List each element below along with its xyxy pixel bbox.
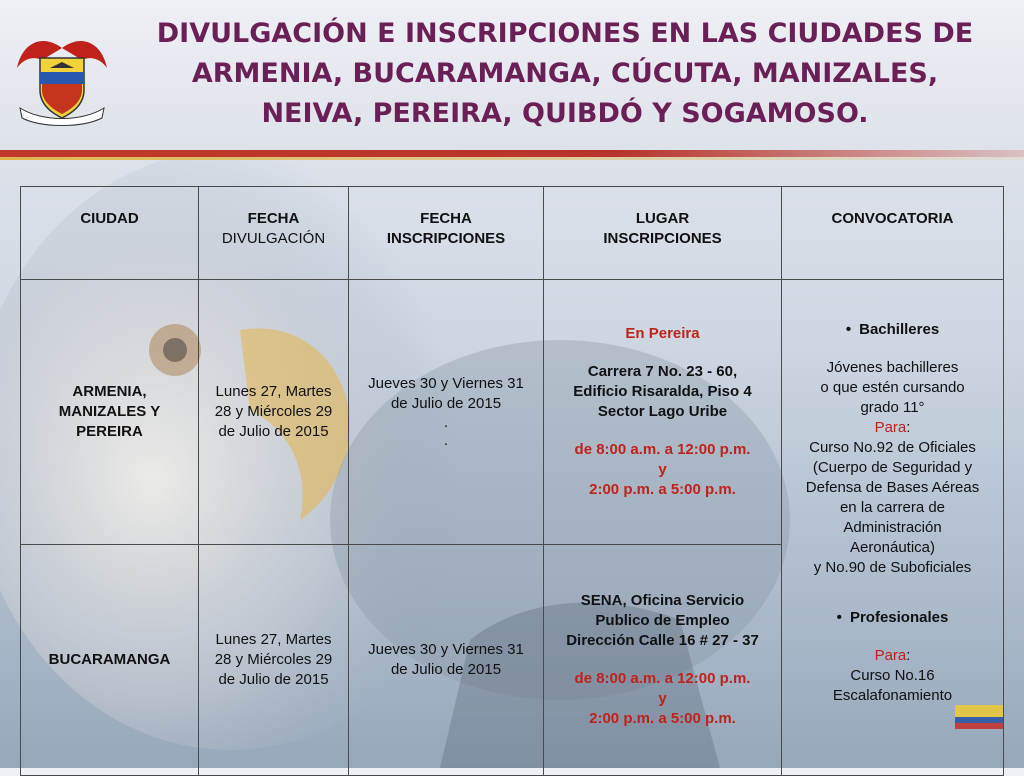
dot-mark: . [443, 414, 449, 431]
title-divider-gold [0, 157, 1024, 160]
divulgacion-line: de Julio de 2015 [218, 423, 329, 440]
header-fecha-divulgacion-line2: DIVULGACIÓN [221, 230, 326, 247]
ciudad-line: PEREIRA [76, 423, 143, 440]
convocatoria-para-colon: : [906, 419, 911, 436]
divulgacion-line: 28 y Miércoles 29 [214, 651, 333, 668]
header-lugar-line1: LUGAR [635, 210, 690, 227]
convocatoria-line: grado 11° [860, 399, 925, 416]
convocatoria-line: Defensa de Bases Aéreas [805, 479, 980, 496]
lugar-address-line: Dirección Calle 16 # 27 - 37 [566, 632, 759, 649]
inscripciones-line: Jueves 30 y Viernes 31 [368, 375, 524, 392]
convocatoria-para-label: Para [874, 419, 907, 436]
divulgacion-line: Lunes 27, Martes [215, 631, 332, 648]
ciudad-line: BUCARAMANGA [48, 651, 171, 668]
cell-lugar [544, 545, 782, 776]
divulgacion-line: Lunes 27, Martes [215, 383, 332, 400]
convocatoria-line: Jóvenes bachilleres [826, 359, 959, 376]
header-fecha-inscripciones-line1: FECHA [420, 210, 472, 227]
dot-mark: . [443, 432, 449, 449]
divulgacion-line: de Julio de 2015 [218, 671, 329, 688]
convocatoria-para-colon: : [906, 647, 911, 664]
convocatoria-line: o que estén cursando [820, 379, 965, 396]
inscripciones-line: de Julio de 2015 [390, 661, 502, 678]
schedule-table [20, 186, 1004, 776]
inscripciones-line: Jueves 30 y Viernes 31 [368, 641, 524, 658]
convocatoria-bachilleres-title: • Bachilleres [785, 320, 1000, 340]
lugar-address-line: SENA, Oficina Servicio [580, 592, 745, 609]
header-ciudad-label: CIUDAD [80, 210, 139, 227]
header-fecha-inscripciones-line2: INSCRIPCIONES [386, 230, 506, 247]
convocatoria-line: Curso No.92 de Oficiales [809, 439, 976, 456]
lugar-city: En Pereira [625, 325, 700, 342]
title-line-1: DIVULGACIÓN E INSCRIPCIONES EN LAS CIUDADES DE [156, 18, 974, 49]
table-header-row [21, 187, 1004, 280]
lugar-address-line: Edificio Risaralda, Piso 4 [573, 383, 752, 400]
divulgacion-line: 28 y Miércoles 29 [214, 403, 333, 420]
convocatoria-para-label: Para [874, 647, 907, 664]
header-lugar-inscripciones [544, 187, 782, 280]
header-fecha-divulgacion [199, 187, 349, 280]
school-crest-icon [12, 28, 112, 128]
convocatoria-line: y No.90 de Suboficiales [813, 559, 972, 576]
convocatoria-line: (Cuerpo de Seguridad y [812, 459, 973, 476]
header-lugar-line2: INSCRIPCIONES [603, 230, 722, 247]
convocatoria-profesionales-title: • Profesionales [785, 608, 1000, 628]
ciudad-line: ARMENIA, [72, 383, 147, 400]
page-title [130, 14, 1000, 134]
horario-line: 2:00 p.m. a 5:00 p.m. [589, 481, 736, 498]
cell-ciudad [21, 280, 199, 545]
cell-lugar [544, 280, 782, 545]
cell-fecha-divulgacion [199, 280, 349, 545]
cell-fecha-divulgacion [199, 545, 349, 776]
lugar-address-line: Carrera 7 No. 23 - 60, [587, 363, 738, 380]
cell-fecha-inscripciones [349, 280, 544, 545]
convocatoria-line: Escalafonamiento [832, 687, 953, 704]
convocatoria-line: en la carrera de [839, 499, 946, 516]
lugar-address-line: Publico de Empleo [595, 612, 730, 629]
header-convocatoria [782, 187, 1004, 280]
convocatoria-line: Administración [843, 519, 942, 536]
ciudad-line: MANIZALES Y [58, 403, 161, 420]
cell-ciudad [21, 545, 199, 776]
convocatoria-line: Aeronáutica) [849, 539, 936, 556]
title-line-3: NEIVA, PEREIRA, QUIBDÓ Y SOGAMOSO. [261, 98, 869, 129]
lugar-address-line: Sector Lago Uribe [597, 403, 728, 420]
cell-convocatoria [782, 280, 1004, 776]
horario-line: 2:00 p.m. a 5:00 p.m. [589, 710, 736, 727]
header-convocatoria-label: CONVOCATORIA [831, 210, 954, 227]
header-fecha-inscripciones [349, 187, 544, 280]
horario-line: y [658, 690, 667, 707]
inscripciones-line: de Julio de 2015 [390, 395, 502, 412]
horario-line: de 8:00 a.m. a 12:00 p.m. [574, 670, 751, 687]
cell-fecha-inscripciones [349, 545, 544, 776]
convocatoria-line: Curso No.16 [850, 667, 935, 684]
horario-line: de 8:00 a.m. a 12:00 p.m. [574, 441, 751, 458]
title-divider-red [0, 150, 1024, 157]
header-fecha-divulgacion-line1: FECHA [247, 210, 300, 227]
header-ciudad [21, 187, 199, 280]
horario-line: y [658, 461, 667, 478]
title-line-2: ARMENIA, BUCARAMANGA, CÚCUTA, MANIZALES, [191, 58, 939, 89]
table-row [21, 280, 1004, 545]
